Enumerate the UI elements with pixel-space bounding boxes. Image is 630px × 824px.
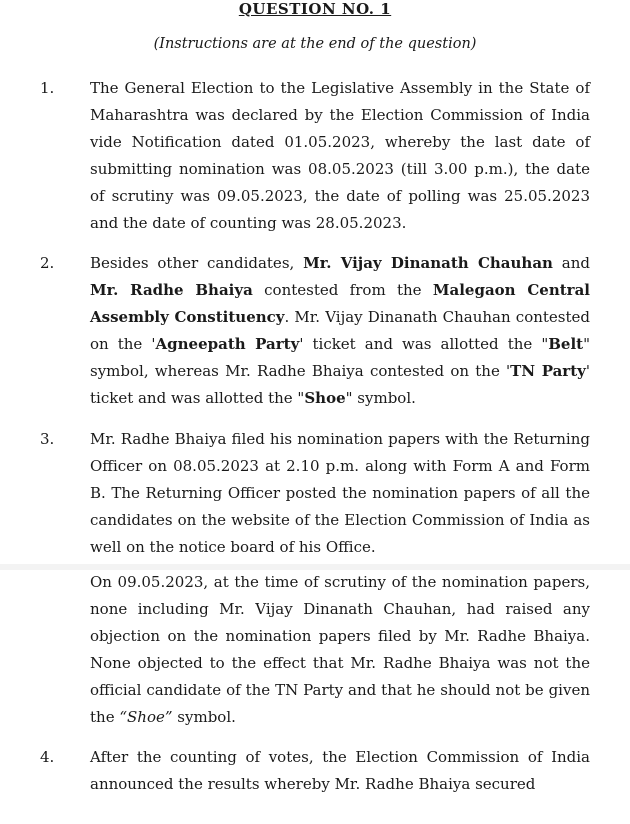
paragraph-number: 1. <box>40 79 55 97</box>
paragraph-number: 3. <box>40 430 55 448</box>
text-run: . Mr. Vijay Dinanath Chauhan contested on the ' <box>90 308 590 353</box>
text-run: contested from the <box>252 281 433 299</box>
symbol-name: “Shoe” <box>119 708 173 726</box>
text-run: Besides other candidates, <box>90 254 304 272</box>
party-name: Agneepath Party <box>155 335 300 353</box>
paragraph-text <box>90 250 590 412</box>
text-run: " symbol, whereas Mr. Radhe Bhaiya contested on the ' <box>90 335 590 380</box>
symbol-name: Belt <box>548 335 584 353</box>
question-heading: QUESTION NO. 1 <box>238 0 392 18</box>
instructions-note: (Instructions are at the end of the question) <box>153 36 477 52</box>
text-run: ' ticket and was allotted the " <box>299 335 549 353</box>
text-run: On 09.05.2023, at the time of scrutiny of the nomination papers, none including Mr. Vijay Dinanath Chauhan, had raised any objection on the nomination papers filed by Mr. Radhe Bhaiya. None objected to the effect that Mr. Radhe Bhaiya was not the official candidate of the TN Party and that he should not be given the <box>90 573 590 726</box>
text-run: and <box>552 254 590 272</box>
text-run: ' ticket and was allotted the " <box>90 362 590 407</box>
paragraph-number: 2. <box>40 254 55 272</box>
paragraph-text: Mr. Radhe Bhaiya filed his nomination papers with the Returning Officer on 08.05.2023 at 2.10 p.m. along with Form A and Form B. The Returning Officer posted the nomination papers of all the candidates on the website of the Election Commission of India as well on the notice board of his Office. <box>90 430 590 556</box>
paragraph-number: 4. <box>40 748 55 766</box>
candidate-name: Mr. Vijay Dinanath Chauhan <box>303 254 553 272</box>
paragraph-text <box>90 569 590 731</box>
paragraph-text: After the counting of votes, the Election Commission of India announced the results whereby Mr. Radhe Bhaiya secured <box>90 748 590 793</box>
text-run: symbol. <box>172 708 236 726</box>
constituency-name: Malegaon Central Assembly Constituency <box>90 281 590 326</box>
candidate-name: Mr. Radhe Bhaiya <box>90 281 253 299</box>
text-run: " symbol. <box>345 389 416 407</box>
symbol-name: Shoe <box>304 389 346 407</box>
paragraph-text: The General Election to the Legislative Assembly in the State of Maharashtra was declared by the Election Commission of India vide Notification dated 01.05.2023, whereby the last date of submitting nomination was 08.05.2023 (till 3.00 p.m.), the date of scrutiny was 09.05.2023, the date of polling was 25.05.2023 and the date of counting was 28.05.2023. <box>90 79 590 232</box>
party-name: TN Party <box>510 362 586 380</box>
